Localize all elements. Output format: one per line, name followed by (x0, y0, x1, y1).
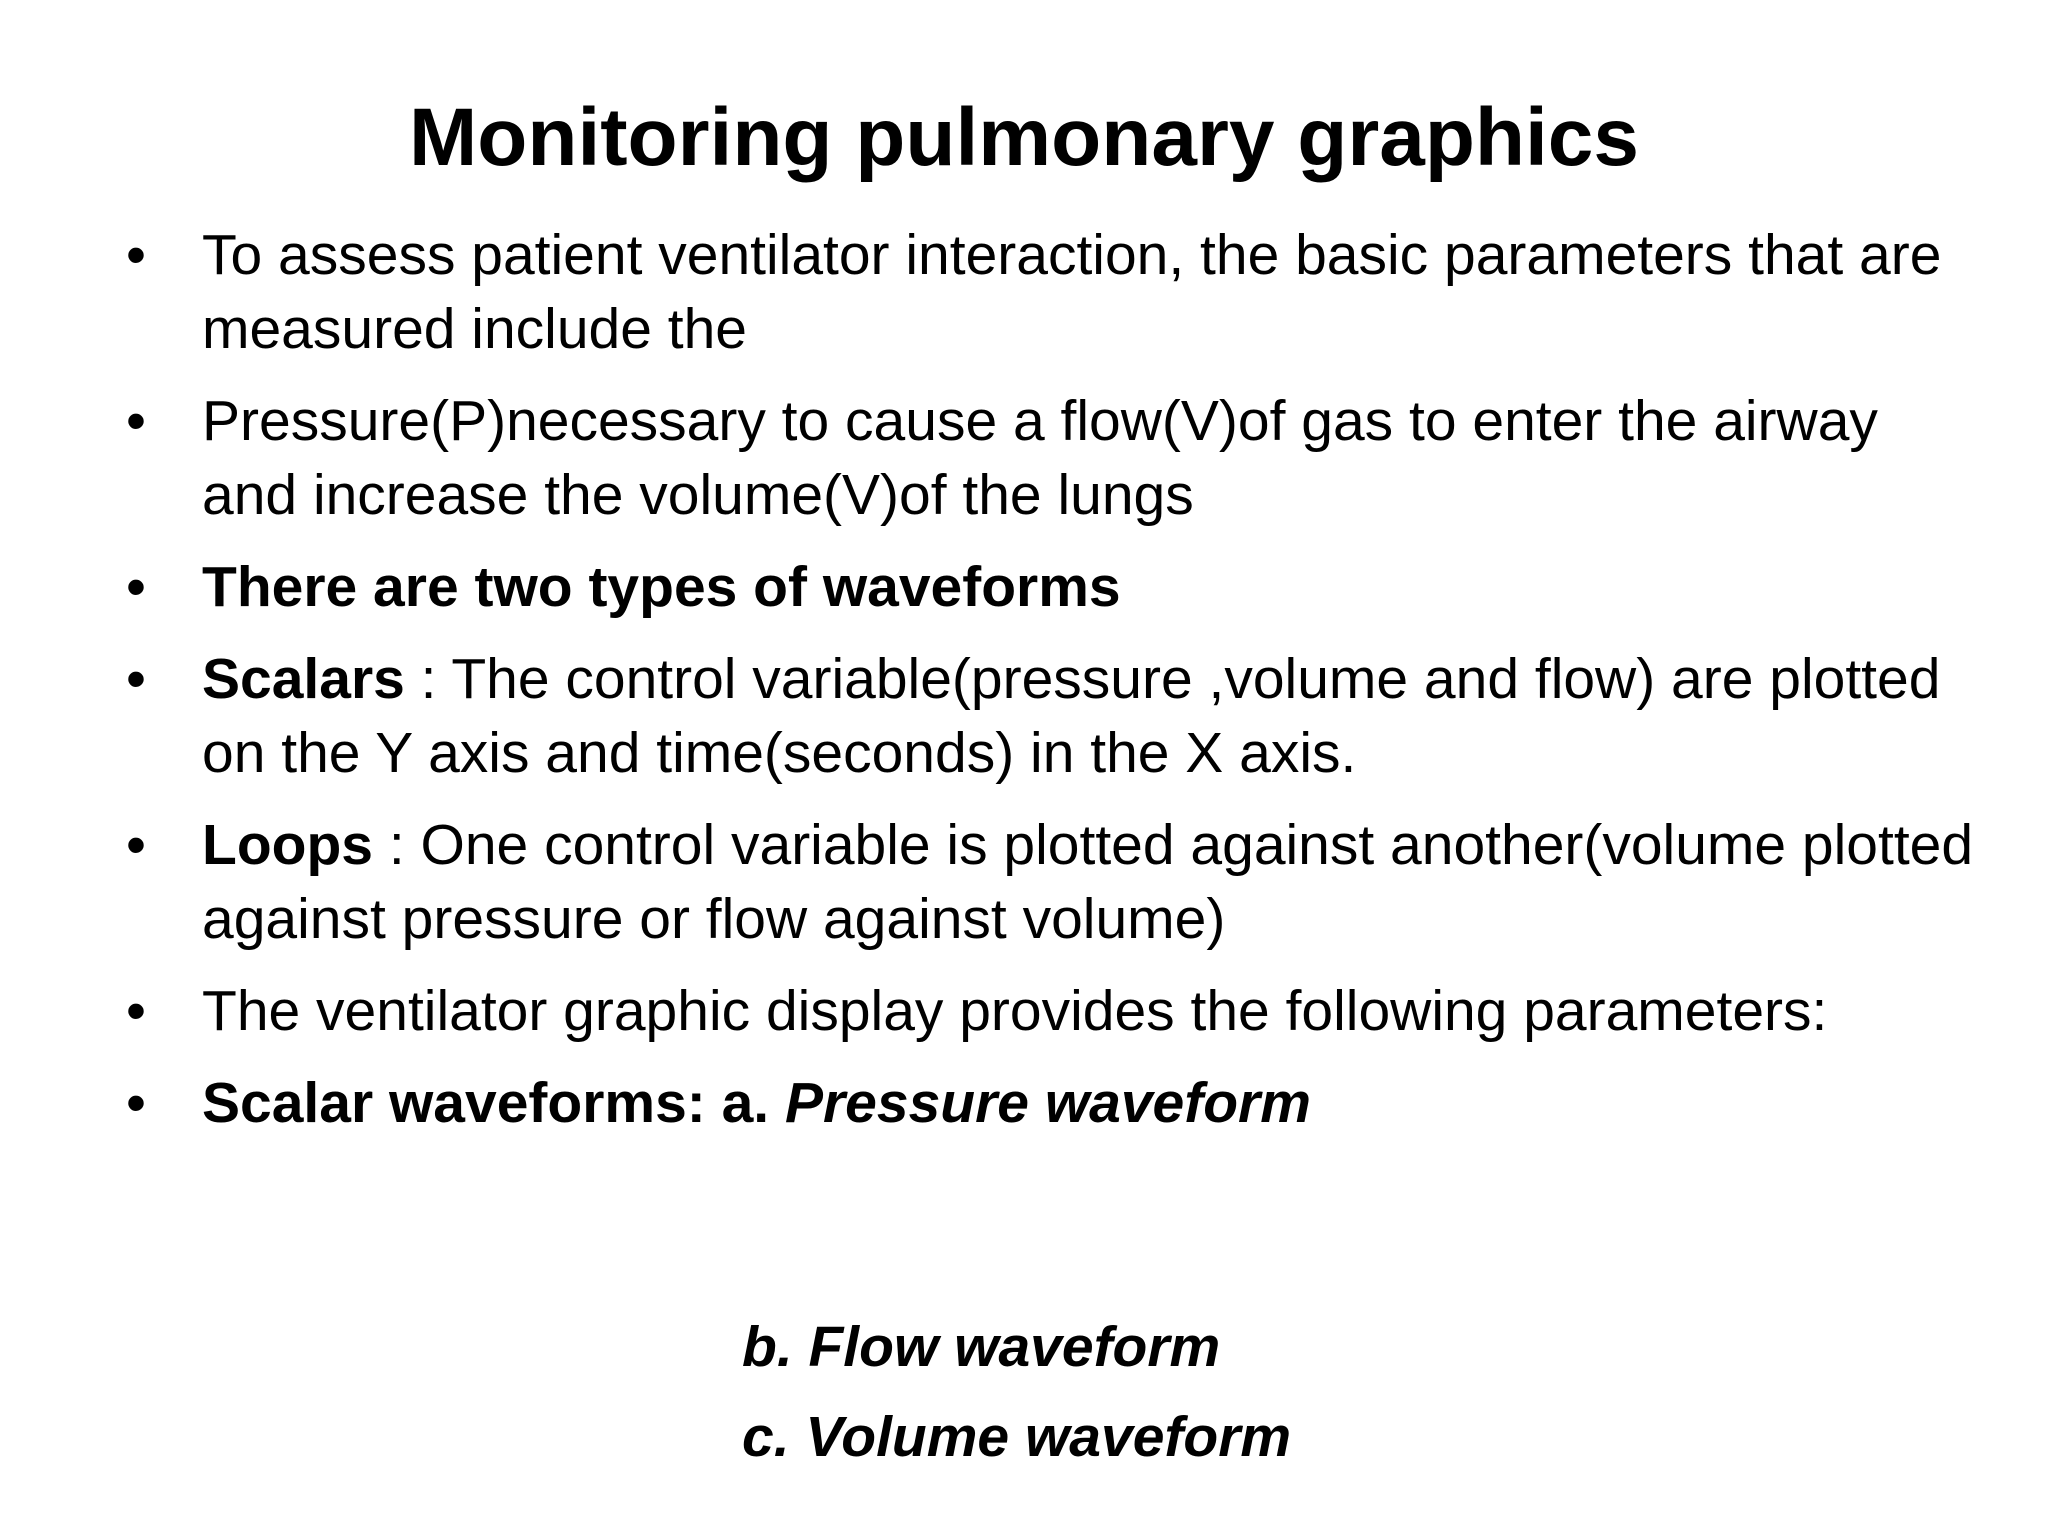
bullet-marker: • (126, 389, 146, 453)
bullet-text: : The control variable(pressure ,volume and flow) are plotted on the Y axis and time(seconds) in the X axis. (202, 647, 1941, 785)
bullet-scalars (118, 642, 1978, 790)
bullet-two-types (118, 550, 1978, 624)
bullet-marker: • (126, 223, 146, 287)
bullet-marker: • (126, 813, 146, 877)
bullet-term: Loops (202, 813, 373, 877)
bullet-text: Pressure(P)necessary to cause a flow(V)of gas to enter the airway and increase the volume(V)of the lungs (202, 389, 1878, 527)
bullet-marker: • (126, 1071, 146, 1135)
bullet-subitem-a: Pressure waveform (784, 1071, 1311, 1135)
slide-title: Monitoring pulmonary graphics (408, 92, 1640, 183)
bullet-text: To assess patient ventilator interaction, the basic parameters that are measured include the (202, 223, 1942, 361)
subitem-flow-waveform: b. Flow waveform (742, 1315, 1221, 1379)
bullet-scalar-waveforms (118, 1066, 1978, 1140)
bullet-loops (118, 808, 1978, 956)
bullet-marker: • (126, 647, 146, 711)
bullet-list (118, 218, 1978, 1158)
bullet-pressure-flow-volume (118, 384, 1978, 532)
bullet-graphic-display (118, 974, 1978, 1048)
subitem-volume-waveform: c. Volume waveform (742, 1405, 1292, 1469)
bullet-term: Scalars (202, 647, 405, 711)
bullet-text: The ventilator graphic display provides the following parameters: (202, 979, 1828, 1043)
bullet-term: Scalar waveforms: a. (202, 1071, 785, 1135)
bullet-marker: • (126, 979, 146, 1043)
bullet-text: : One control variable is plotted against another(volume plotted against pressure or flow against volume) (202, 813, 1974, 951)
bullet-bold-text: There are two types of waveforms (202, 555, 1121, 619)
bullet-marker: • (126, 555, 146, 619)
bullet-assess-interaction (118, 218, 1978, 366)
